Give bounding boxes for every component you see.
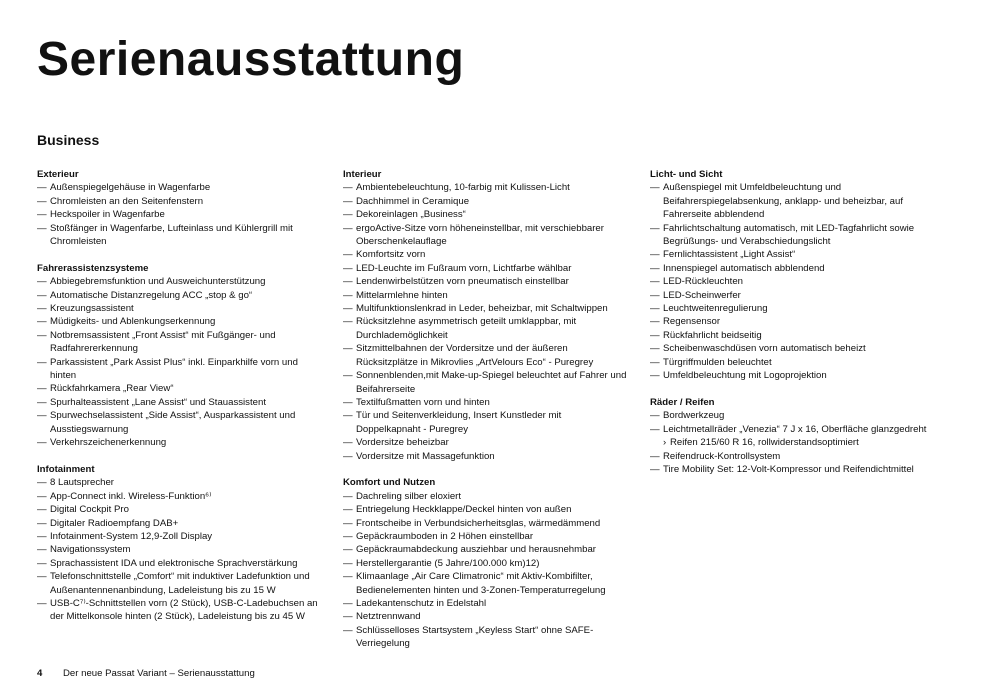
feature-item: — Tür und Seitenverkleidung, Insert Kunstleder mit Doppelkapnaht - Puregrey <box>343 409 628 436</box>
feature-item: — Heckspoiler in Wagenfarbe <box>37 208 322 221</box>
feature-item: — Klimaanlage „Air Care Climatronic“ mit Aktiv-Kombifilter, Bedienelementen hinten und 3-Zonen-Temperaturregelung <box>343 570 628 597</box>
section-title: Infotainment <box>37 463 95 475</box>
feature-item: — Innenspiegel automatisch abblendend <box>650 262 935 275</box>
page-number: 4 <box>37 668 43 679</box>
feature-item: — Dachhimmel in Ceramique <box>343 195 628 208</box>
feature-item: — Fahrlichtschaltung automatisch, mit LED-Tagfahrlicht sowie Begrüßungs- und Verabschiedungslicht <box>650 222 935 249</box>
feature-section <box>343 168 628 463</box>
section-title: Fahrerassistenzsysteme <box>37 262 149 274</box>
feature-item: — Leuchtweitenregulierung <box>650 302 935 315</box>
feature-item: — Netztrennwand <box>343 610 628 623</box>
feature-item: — Rücksitzlehne asymmetrisch geteilt umklappbar, mit Durchlademöglichkeit <box>343 315 628 342</box>
feature-item: — Navigationssystem <box>37 543 322 556</box>
feature-item: — Mittelarmlehne hinten <box>343 289 628 302</box>
feature-item: — Ladekantenschutz in Edelstahl <box>343 597 628 610</box>
feature-item: — Rückfahrlicht beidseitig <box>650 329 935 342</box>
section-title: Räder / Reifen <box>650 396 715 408</box>
feature-item: — Dachreling silber eloxiert <box>343 490 628 503</box>
feature-item: — Herstellergarantie (5 Jahre/100.000 km)12) <box>343 557 628 570</box>
feature-section <box>650 168 935 383</box>
feature-item: — Spurwechselassistent „Side Assist“, Ausparkassistent und Ausstiegswarnung <box>37 409 322 436</box>
feature-item: — Gepäckraumabdeckung ausziehbar und herausnehmbar <box>343 543 628 556</box>
section-title: Interieur <box>343 169 382 180</box>
trim-level-heading: Business <box>37 132 100 148</box>
feature-section <box>37 463 322 624</box>
feature-item: — Infotainment-System 12,9-Zoll Display <box>37 530 322 543</box>
feature-item: — Außenspiegel mit Umfeldbeleuchtung und Beifahrerspiegelabsenkung, anklapp- und beheizbar, auf Fahrerseite abblendend <box>650 181 935 221</box>
feature-item: — Notbremsassistent „Front Assist“ mit Fußgänger- und Radfahrererkennung <box>37 329 322 356</box>
feature-item: — Telefonschnittstelle „Comfort“ mit induktiver Ladefunktion und Außenantennenanbindung, Ladeleistung bis zu 15 W <box>37 570 322 597</box>
feature-item: — Reifendruck-Kontrollsystem <box>650 450 935 463</box>
section-title: Licht- und Sicht <box>650 169 723 180</box>
column-middle <box>343 168 628 664</box>
feature-item: — LED-Leuchte im Fußraum vorn, Lichtfarbe wählbar <box>343 262 628 275</box>
section-title: Komfort und Nutzen <box>343 477 436 489</box>
page-footer <box>37 667 255 680</box>
column-right <box>650 168 935 490</box>
feature-item: — Sprachassistent IDA und elektronische Sprachverstärkung <box>37 557 322 570</box>
feature-item: — Fernlichtassistent „Light Assist“ <box>650 248 935 261</box>
feature-item: — App-Connect inkl. Wireless-Funktion⁶⁾ <box>37 490 322 503</box>
feature-section <box>37 168 322 248</box>
page-title: Serienausstattung <box>37 33 465 86</box>
feature-item: — LED-Rückleuchten <box>650 275 935 288</box>
footer-text: Der neue Passat Variant – Serienausstattung <box>63 668 255 679</box>
section-title: Exterieur <box>37 169 79 180</box>
feature-subitem: › Reifen 215/60 R 16, rollwiderstandsoptimiert <box>650 436 935 449</box>
feature-item: — Umfeldbeleuchtung mit Logoprojektion <box>650 369 935 382</box>
feature-item: — Komfortsitz vorn <box>343 248 628 261</box>
feature-item: — Stoßfänger in Wagenfarbe, Lufteinlass und Kühlergrill mit Chromleisten <box>37 222 322 249</box>
feature-section <box>650 396 935 476</box>
feature-item: — Digital Cockpit Pro <box>37 503 322 516</box>
feature-item: — Müdigkeits- und Ablenkungserkennung <box>37 315 322 328</box>
feature-item: — 8 Lautsprecher <box>37 476 322 489</box>
feature-item: — Spurhalteassistent „Lane Assist“ und Stauassistent <box>37 396 322 409</box>
feature-item: — Entriegelung Heckklappe/Deckel hinten von außen <box>343 503 628 516</box>
feature-item: — Multifunktionslenkrad in Leder, beheizbar, mit Schaltwippen <box>343 302 628 315</box>
feature-item: — Scheibenwaschdüsen vorn automatisch beheizt <box>650 342 935 355</box>
feature-item: — Sonnenblenden,mit Make-up-Spiegel beleuchtet auf Fahrer und Beifahrerseite <box>343 369 628 396</box>
feature-item: — Leichtmetallräder „Venezia“ 7 J x 16, Oberfläche glanzgedreht <box>650 423 935 436</box>
feature-item: — Bordwerkzeug <box>650 409 935 422</box>
feature-item: — Parkassistent „Park Assist Plus“ inkl. Einparkhilfe vorn und hinten <box>37 356 322 383</box>
feature-item: — Regensensor <box>650 315 935 328</box>
feature-item: — Verkehrszeichenerkennung <box>37 436 322 449</box>
feature-item: — Schlüsselloses Startsystem „Keyless Start“ ohne SAFE-Verriegelung <box>343 624 628 651</box>
feature-item: — Lendenwirbelstützen vorn pneumatisch einstellbar <box>343 275 628 288</box>
feature-item: — USB-C⁷⁾-Schnittstellen vorn (2 Stück), USB-C-Ladebuchsen an der Mittelkonsole hinten (2 Stück), Ladeleistung bis zu 45 W <box>37 597 322 624</box>
feature-item: — Vordersitze mit Massagefunktion <box>343 450 628 463</box>
feature-item: — Rückfahrkamera „Rear View“ <box>37 382 322 395</box>
feature-section <box>343 476 628 650</box>
feature-item: — Automatische Distanzregelung ACC „stop & go“ <box>37 289 322 302</box>
feature-section <box>37 262 322 450</box>
feature-item: — Sitzmittelbahnen der Vordersitze und der äußeren Rücksitzplätze in Mikrovlies „ArtVelours Eco“ - Puregrey <box>343 342 628 369</box>
feature-item: — Außenspiegelgehäuse in Wagenfarbe <box>37 181 322 194</box>
feature-item: — Dekoreinlagen „Business“ <box>343 208 628 221</box>
feature-item: — Textilfußmatten vorn und hinten <box>343 396 628 409</box>
feature-item: — LED-Scheinwerfer <box>650 289 935 302</box>
feature-item: — Digitaler Radioempfang DAB+ <box>37 517 322 530</box>
feature-item: — Gepäckraumboden in 2 Höhen einstellbar <box>343 530 628 543</box>
feature-item: — Frontscheibe in Verbundsicherheitsglas, wärmedämmend <box>343 517 628 530</box>
feature-item: — Türgriffmulden beleuchtet <box>650 356 935 369</box>
feature-item: — Kreuzungsassistent <box>37 302 322 315</box>
feature-item: — ergoActive-Sitze vorn höheneinstellbar, mit verschiebbarer Oberschenkelauflage <box>343 222 628 249</box>
feature-item: — Chromleisten an den Seitenfenstern <box>37 195 322 208</box>
feature-item: — Vordersitze beheizbar <box>343 436 628 449</box>
feature-item: — Ambientebeleuchtung, 10-farbig mit Kulissen-Licht <box>343 181 628 194</box>
column-left <box>37 168 322 637</box>
feature-item: — Tire Mobility Set: 12-Volt-Kompressor und Reifendichtmittel <box>650 463 935 476</box>
feature-item: — Abbiegebremsfunktion und Ausweichunterstützung <box>37 275 322 288</box>
